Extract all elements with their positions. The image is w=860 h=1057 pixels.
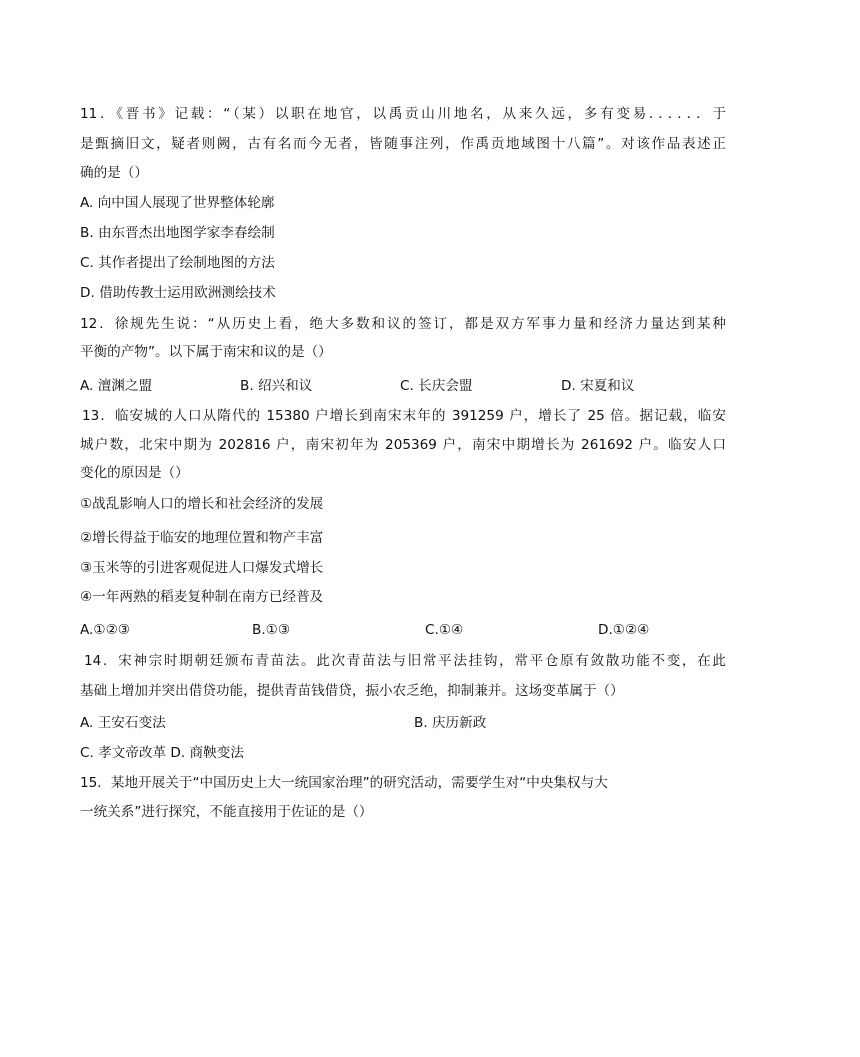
q11-stem-line-2: 是甄摘旧文，疑者则阙，古有名而今无者，皆随事注列，作禹贡地域图十八篇”。对该作品表述正	[80, 136, 726, 152]
q11-stem-line-3: 确的是（）	[80, 165, 148, 181]
q13-option-d: D.①②④	[598, 622, 650, 638]
q11-option-c: C. 其作者提出了绘制地图的方法	[80, 255, 275, 271]
q13-option-b: B.①③	[252, 622, 291, 638]
q13-stem-line-3: 变化的原因是（）	[80, 465, 189, 481]
q12-option-b: B. 绍兴和议	[240, 378, 313, 394]
q15-stem-line-2: 一统关系”进行探究，不能直接用于佐证的是（）	[80, 804, 373, 820]
q14-option-b: B. 庆历新政	[414, 715, 487, 731]
q11-option-a: A. 向中国人展现了世界整体轮廓	[80, 195, 275, 211]
q13-option-c: C.①④	[425, 622, 464, 638]
q12-option-a: A. 澶渊之盟	[80, 378, 153, 394]
q14-stem-line-1: 14．宋神宗时期朝廷颁布青苗法。此次青苗法与旧常平法挂钩，常平仓原有敛散功能不变，在此	[84, 653, 726, 669]
q12-option-d: D. 宋夏和议	[561, 378, 635, 394]
q11-option-d: D. 借助传教士运用欧洲测绘技术	[80, 285, 276, 301]
q14-option-a: A. 王安石变法	[80, 715, 166, 731]
q14-stem-line-2: 基础上增加并突出借贷功能，提供青苗钱借贷，振小农乏绝，抑制兼并。这场变革属于（）	[80, 683, 624, 699]
q13-statement-3: ③玉米等的引进客观促进人口爆发式增长	[80, 560, 324, 576]
q13-statement-4: ④一年两熟的稻麦复种制在南方已经普及	[80, 589, 324, 605]
q13-statement-2: ②增长得益于临安的地理位置和物产丰富	[80, 530, 324, 546]
q12-option-c: C. 长庆会盟	[400, 378, 473, 394]
q11-option-b: B. 由东晋杰出地图学家李春绘制	[80, 225, 275, 241]
q15-stem-line-1: 15．某地开展关于“中国历史上大一统国家治理”的研究活动，需要学生对“中央集权与大	[80, 775, 608, 791]
q13-statement-1: ①战乱影响人口的增长和社会经济的发展	[80, 496, 324, 512]
q12-stem-line-2: 平衡的产物”。以下属于南宋和议的是（）	[80, 344, 332, 360]
q12-stem-line-1: 12．徐规先生说：“从历史上看，绝大多数和议的签订，都是双方军事力量和经济力量达到某种	[80, 316, 726, 332]
q11-stem-line-1: 11．《晋书》记载：“（某）以职在地官，以禹贡山川地名，从来久远，多有变易．．．．．．于	[80, 106, 726, 122]
q13-option-a: A.①②③	[80, 622, 130, 638]
q14-option-cd: C. 孝文帝改革 D. 商鞅变法	[80, 745, 244, 761]
q13-stem-line-1: 13．临安城的人口从隋代的 15380 户增长到南宋末年的 391259 户，增长了 25 倍。据记载，临安	[82, 408, 726, 424]
q13-stem-line-2: 城户数，北宋中期为 202816 户，南宋初年为 205369 户，南宋中期增长为 261692 户。临安人口	[80, 437, 726, 453]
